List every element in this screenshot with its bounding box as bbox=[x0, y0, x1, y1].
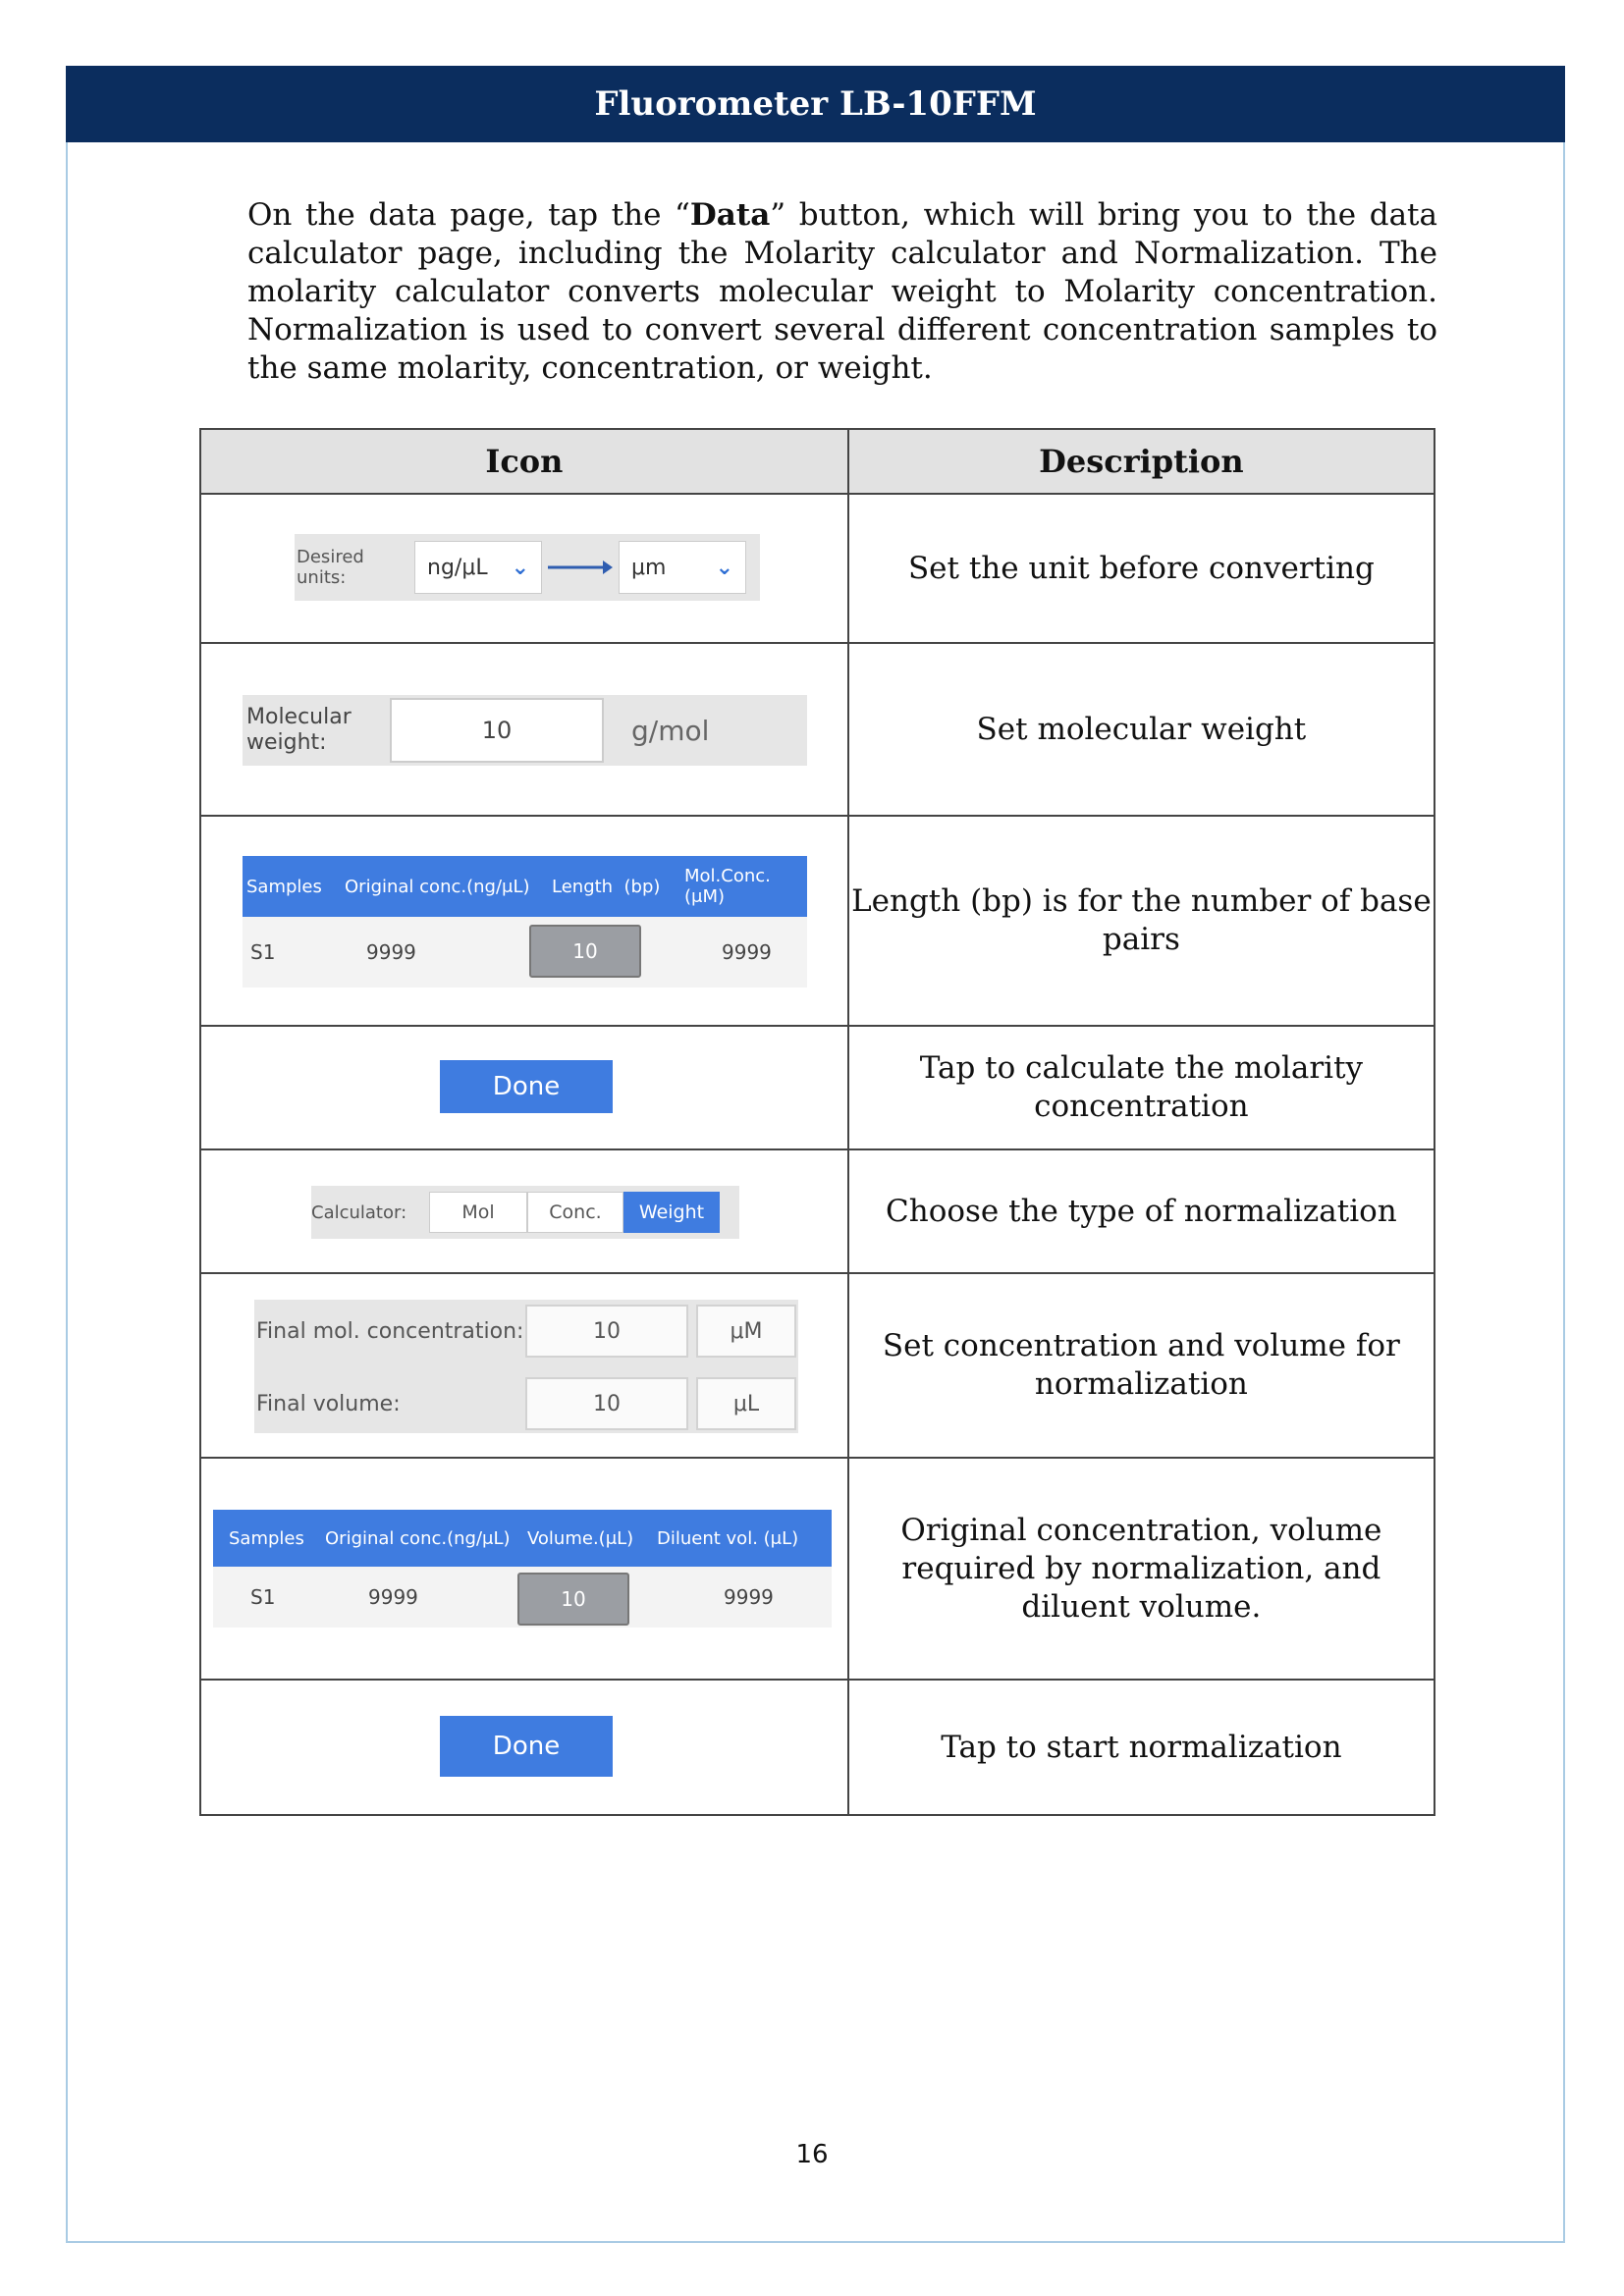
table-row bbox=[200, 494, 1435, 643]
col-original-conc: Original conc.(ng/μL) bbox=[325, 1527, 511, 1549]
tab-conc[interactable]: Conc. bbox=[527, 1192, 623, 1233]
intro-text-after: ” button, which will bring you to the data calculator page, including the Molarity calculator and Normalization. The molarity calculator converts molecular weight to Molarity concentration. Normalization is used to convert several different concentration samples to the same molarity, concentration, or weight. bbox=[247, 197, 1437, 386]
diluent-vol-value: 9999 bbox=[724, 1585, 774, 1609]
molecular-weight-label bbox=[243, 705, 390, 756]
mol-conc-value: 9999 bbox=[722, 940, 772, 964]
col-length: Length (bp) bbox=[552, 876, 661, 897]
icon-cell bbox=[200, 1458, 848, 1680]
desired-units-label: Desired units: bbox=[297, 547, 364, 588]
calculator-label: Calculator: bbox=[311, 1201, 407, 1223]
to-unit-select[interactable] bbox=[619, 541, 746, 594]
table-row bbox=[200, 1458, 1435, 1680]
description-cell: Original concentration, volume required by normalization, and diluent volume. bbox=[848, 1458, 1435, 1680]
calculator-type-selector bbox=[311, 1186, 739, 1239]
icon-description-table bbox=[199, 428, 1435, 1816]
table-row bbox=[200, 816, 1435, 1026]
final-conc-label: Final mol. concentration: bbox=[256, 1318, 524, 1344]
original-conc-value: 9999 bbox=[366, 940, 416, 964]
table-row bbox=[200, 643, 1435, 816]
to-unit-value: μm bbox=[631, 555, 667, 580]
tab-mol[interactable]: Mol bbox=[429, 1192, 527, 1233]
final-volume-label: Final volume: bbox=[256, 1391, 401, 1416]
final-volume-unit[interactable]: μL bbox=[696, 1377, 796, 1430]
arrow-right-icon bbox=[542, 558, 619, 577]
table-row bbox=[200, 1273, 1435, 1458]
from-unit-select[interactable] bbox=[414, 541, 542, 594]
description-cell: Set concentration and volume for normalization bbox=[848, 1273, 1435, 1458]
col-diluent-vol: Diluent vol. (μL) bbox=[657, 1527, 799, 1549]
page-header bbox=[66, 66, 1565, 142]
molecular-weight-label-line2: weight: bbox=[246, 730, 327, 755]
icon-cell bbox=[200, 643, 848, 816]
description-cell: Tap to calculate the molarity concentration bbox=[848, 1026, 1435, 1149]
table-row bbox=[200, 1026, 1435, 1149]
molecular-weight-input[interactable]: 10 bbox=[390, 698, 604, 763]
intro-data-keyword: Data bbox=[689, 197, 771, 233]
molecular-weight-unit: g/mol bbox=[631, 714, 710, 747]
molarity-sample-table bbox=[243, 856, 807, 988]
normalization-table-header bbox=[213, 1510, 832, 1567]
col-volume: Volume.(μL) bbox=[527, 1527, 634, 1549]
original-conc-value: 9999 bbox=[368, 1585, 418, 1609]
sample-name: S1 bbox=[250, 1585, 276, 1609]
table-header-row bbox=[200, 429, 1435, 494]
normalization-table-row bbox=[213, 1567, 832, 1628]
icon-cell bbox=[200, 1273, 848, 1458]
description-cell: Set the unit before converting bbox=[848, 494, 1435, 643]
from-unit-value: ng/μL bbox=[427, 555, 488, 580]
col-mol-conc: Mol.Conc.(μM) bbox=[684, 866, 771, 907]
length-input[interactable]: 10 bbox=[529, 925, 641, 978]
intro-text-before: On the data page, tap the “ bbox=[247, 197, 690, 233]
molarity-table-row bbox=[243, 917, 807, 988]
done-button[interactable]: Done bbox=[440, 1716, 613, 1777]
col-samples: Samples bbox=[246, 876, 322, 897]
chevron-down-icon: ⌄ bbox=[715, 555, 733, 580]
table-row bbox=[200, 1149, 1435, 1273]
final-volume-input[interactable]: 10 bbox=[525, 1377, 688, 1430]
description-cell: Length (bp) is for the number of base pairs bbox=[848, 816, 1435, 1026]
icon-cell bbox=[200, 1680, 848, 1815]
sample-name: S1 bbox=[250, 940, 276, 964]
final-volume-row bbox=[254, 1376, 798, 1431]
col-original-conc: Original conc.(ng/μL) bbox=[345, 876, 530, 897]
chevron-down-icon: ⌄ bbox=[511, 555, 529, 580]
molecular-weight-control bbox=[243, 695, 807, 766]
description-cell: Set molecular weight bbox=[848, 643, 1435, 816]
page-number: 16 bbox=[795, 2140, 829, 2169]
tab-weight[interactable]: Weight bbox=[623, 1192, 720, 1233]
icon-cell bbox=[200, 1149, 848, 1273]
final-conc-input[interactable]: 10 bbox=[525, 1305, 688, 1358]
volume-input[interactable]: 10 bbox=[517, 1573, 629, 1626]
final-conc-unit[interactable]: μM bbox=[696, 1305, 796, 1358]
icon-cell bbox=[200, 1026, 848, 1149]
molarity-table-header bbox=[243, 856, 807, 917]
normalization-sample-table bbox=[213, 1510, 832, 1628]
page-title: Fluorometer LB-10FFM bbox=[594, 84, 1037, 124]
description-cell: Choose the type of normalization bbox=[848, 1149, 1435, 1273]
description-column-header: Description bbox=[848, 429, 1435, 494]
icon-cell bbox=[200, 816, 848, 1026]
intro-paragraph bbox=[247, 196, 1437, 388]
table-row bbox=[200, 1680, 1435, 1815]
desired-units-control bbox=[295, 534, 760, 601]
final-conc-row bbox=[254, 1304, 798, 1359]
normalization-settings bbox=[254, 1300, 798, 1433]
icon-cell bbox=[200, 494, 848, 643]
done-button[interactable]: Done bbox=[440, 1060, 613, 1113]
icon-column-header: Icon bbox=[200, 429, 848, 494]
col-samples: Samples bbox=[229, 1527, 304, 1549]
description-cell: Tap to start normalization bbox=[848, 1680, 1435, 1815]
molecular-weight-label-line1: Molecular bbox=[246, 705, 352, 729]
